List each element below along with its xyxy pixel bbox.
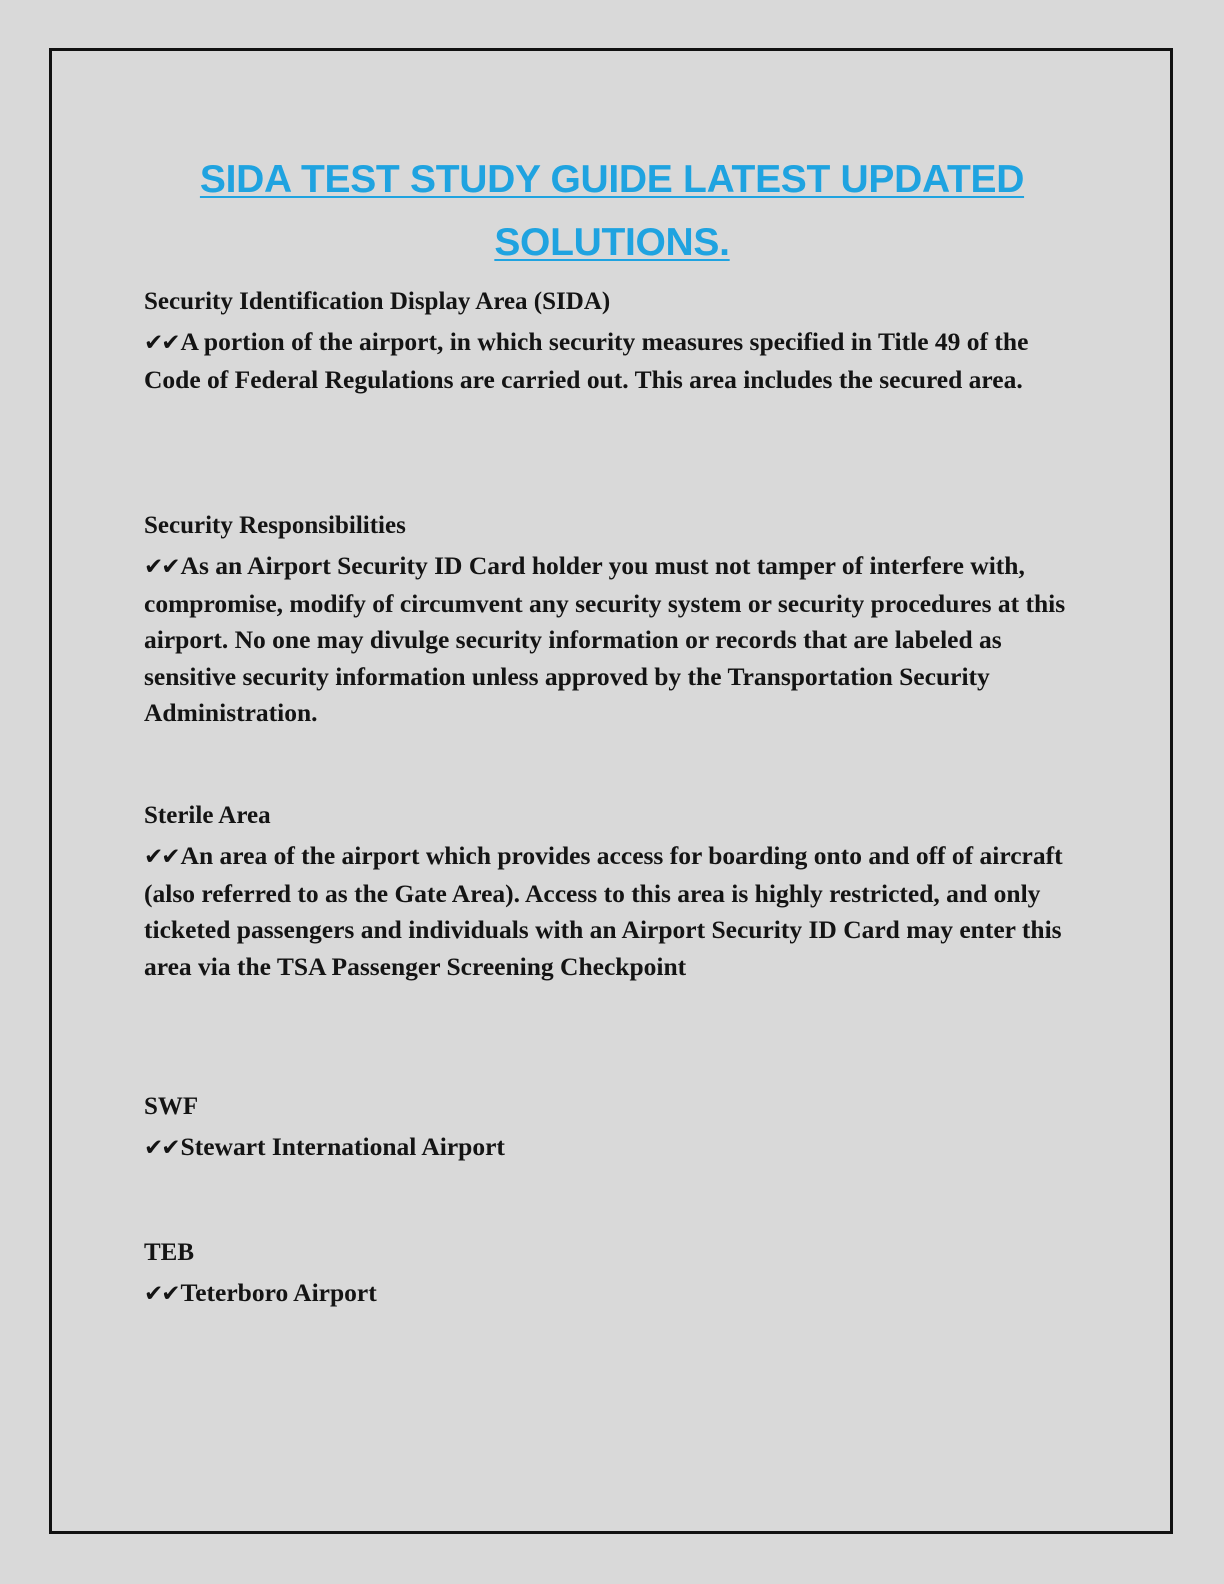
qa-entry: [144, 1235, 1084, 1313]
double-check-icon: ✔✔: [144, 330, 179, 356]
double-check-icon: ✔✔: [144, 554, 179, 580]
study-guide-content: [144, 284, 1084, 1313]
double-check-icon: ✔✔: [144, 1281, 179, 1307]
qa-entry: [144, 798, 1084, 1089]
entry-definition-text: An area of the airport which provides access for boarding onto and off of aircraft (also referred to as the Gate Area). Access to this area is highly restricted, and only ticketed passengers and individuals with an Airport Security ID Card may enter this area via the TSA Passenger Screening Checkpoint: [144, 841, 1063, 981]
entry-definition-text: Stewart International Airport: [180, 1132, 505, 1161]
qa-entry: [144, 508, 1084, 798]
entry-term: TEB: [144, 1239, 195, 1266]
entry-definition: [144, 1275, 1084, 1313]
document-title: [100, 148, 1124, 274]
double-check-icon: ✔✔: [144, 844, 179, 870]
entry-definition-text: As an Airport Security ID Card holder you must not tamper of interfere with, compromise, modify of circumvent any security system or security procedures at this airport. No one may divulge security information or records that are labeled as sensitive security information unless approved by the Transportation Security Administration.: [144, 551, 1066, 727]
entry-definition: [144, 1129, 1084, 1167]
double-check-icon: ✔✔: [144, 1135, 179, 1161]
entry-term: Security Identification Display Area (SIDA): [144, 288, 611, 315]
entry-term: Security Responsibilities: [144, 512, 406, 539]
title-line-2: SOLUTIONS.: [494, 221, 730, 264]
entry-definition: [144, 324, 1084, 398]
entry-term: Sterile Area: [144, 802, 271, 829]
entry-definition: [144, 838, 1084, 985]
entry-definition: [144, 548, 1084, 732]
entry-definition-text: Teterboro Airport: [180, 1278, 377, 1307]
entry-definition-text: A portion of the airport, in which security measures specified in Title 49 of the Code of Federal Regulations are carried out. This area includes the secured area.: [144, 327, 1029, 394]
qa-entry: [144, 1089, 1084, 1235]
title-line-1: SIDA TEST STUDY GUIDE LATEST UPDATED: [199, 158, 1025, 201]
entry-term: SWF: [144, 1093, 199, 1120]
qa-entry: [144, 284, 1084, 508]
